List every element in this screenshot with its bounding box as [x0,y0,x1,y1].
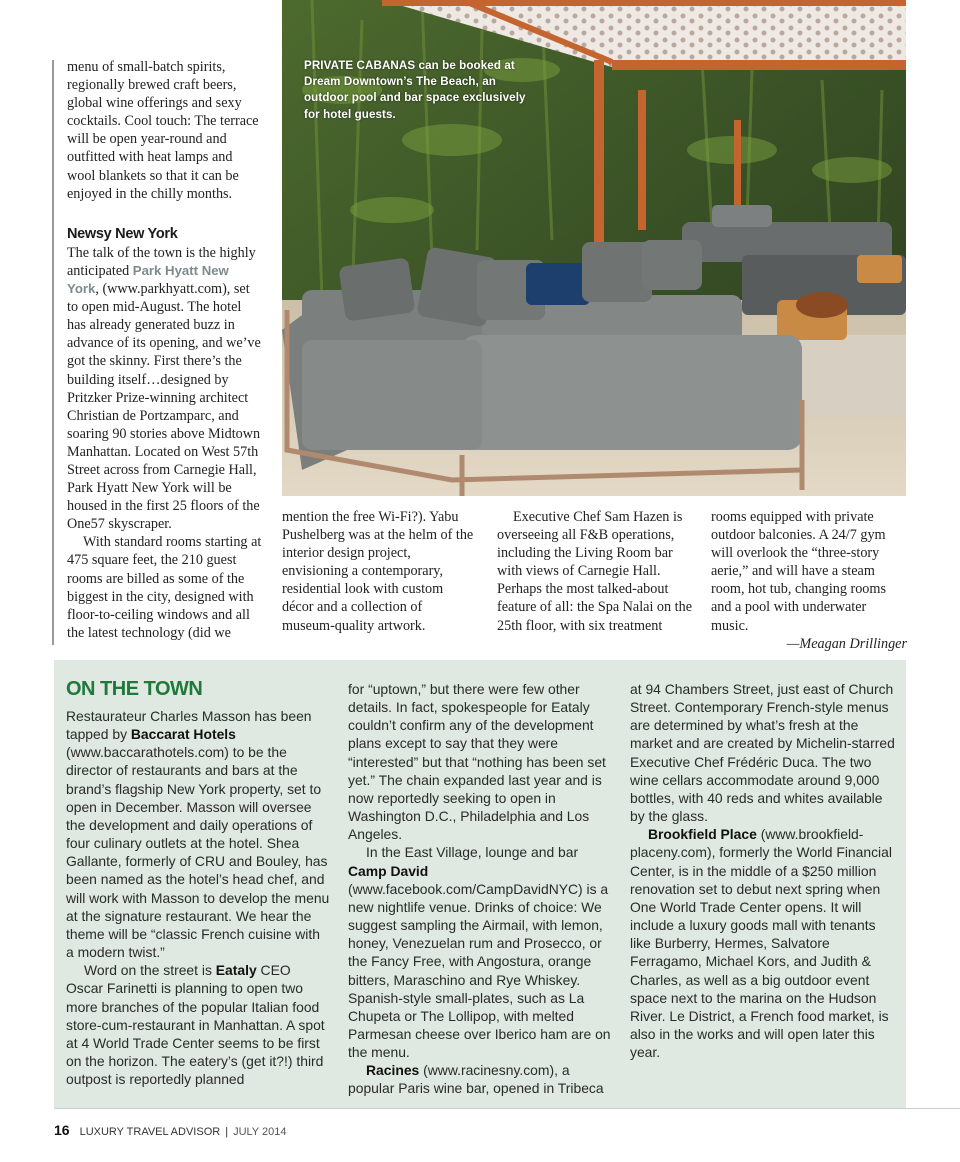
brand-park-hyatt: Park Hyatt New York [67,262,229,297]
left-para-3: With standard rooms starting at 475 square feet, the 210 guest rooms are billed as some of the biggest in the city, designed with floor-to-ceiling windows and all the latest technology (did we [67,534,262,641]
col4-text: rooms equipped with private outdoor balconies. A 24/7 gym will overlook the “three-story aerie,” and will have a steam room, hot tub, changing rooms and a pool with underwater music. [711,509,886,634]
town-c3-para-2 [630,825,898,1061]
left-para-2 [67,244,263,534]
town-column-2 [348,680,616,1098]
town-c2-para-1: for “uptown,” but there were few other details. In fact, spokespeople for Eataly couldn’t confirm any of the development plans except to say that they were “interested” but that “nothing has been set yet.” The chain expanded last year and is now reportedly seeking to open in Washington D.C., Philadelphia and Los Angeles. [348,681,606,843]
left-column-rule [52,60,54,645]
town-c2-p3-body: (www.racinesny.com), a popular Paris wine bar, opened in Tribeca [348,1062,604,1097]
left-para-2-body: , (www.parkhyatt.com), set to open mid-August. The hotel has already generated buzz in advance of its opening, and we’ve got the skinny. First there’s the building itself…designed by Pritzker Prize-winning architect Christian de Portzamparc, and soaring 90 stories above Midtown Manhattan. Located on West 57th Street across from Carnegie Hall, Park Hyatt New York will be housed in the first 25 floors of the One57 skyscraper. [67,281,261,533]
article-column-3 [497,508,693,635]
town-c1-p1-body: (www.baccarathotels.com) to be the director of restaurants and bars at the brand’s flagship New York property, set to open in December. Masson will oversee the development and daily operations of four culinary outlets at the hotel. Shea Gallante, formerly of CRU and Bouley, has been named as the hotel’s head chef, and will work with Masson to develop the menu at the signature restaurant. We hear the theme will be “classic French cuisine with a modern twist.” [66,744,330,961]
page-number: 16 [54,1122,70,1138]
article-column-2 [282,508,478,635]
town-c1-para-1 [66,707,331,961]
col2-text: mention the free Wi-Fi?). Yabu Pushelberg was at the helm of the interior design project, envisioning a contemporary, residential look with custom décor and a collection of museum-quality artwork. [282,509,474,634]
left-para-2-lead: The talk of the town is the highly anticipated [67,244,256,279]
town-c3-p2-body: (www.brookfield-placeny.com), formerly the World Financial Center, is in the middle of a $250 million renovation set to debut next spring when One World Trade Center opens. It will include a luxury goods mall with tenants like Burberry, Hermes, Salvatore Ferragamo, Michael Kors, and Judith & Charles, as well as a big outdoor event space next to the marina on the Hudson River. Le District, a French food market, is also in the works and will open later this year. [630,826,892,1061]
issue-date: JULY 2014 [233,1126,287,1138]
page-footer [54,1122,286,1138]
publication-name: LUXURY TRAVEL ADVISOR [79,1126,221,1138]
town-c2-p2-lead: In the East Village, lounge and bar [366,844,579,861]
town-c2-p2-body: (www.facebook.com/CampDavidNYC) is a new nightlife venue. Drinks of choice: We suggest sampling the Airmail, with lemon, honey, Venezuelan rum and Prosecco, or the Fancy Free, with Angostura, orange bitters, Maraschino and Rye Whiskey. Spanish-style small-plates, such as La Chupeta or The Lollipop, with melted Parmesan cheese over Iberico ham are on the menu. [348,880,611,1061]
town-c1-p2-lead: Word on the street is [84,962,216,979]
town-c1-p2-body: CEO Oscar Farinetti is planning to open two more branches of the popular Italian food store-cum-restaurant in Manhattan. A spot at 4 World Trade Center seems to be first on the horizon. The eatery’s (get it?!) third outpost is reportedly planned [66,962,325,1088]
footer-rule [54,1108,960,1109]
left-para-1: menu of small-batch spirits, regionally brewed craft beers, global wine offerings and sexy cocktails. Cool touch: The terrace will be open year-round and outfitted with heat lamps and wool blankets so that it can be enjoyed in the chilly months. [67,59,259,202]
town-column-1 [66,707,331,1088]
photo-caption: PRIVATE CABANAS can be booked at Dream Downtown’s The Beach, an outdoor pool and bar space exclusively for hotel guests. [304,59,526,121]
author-byline: —Meagan Drillinger [786,635,907,652]
town-column-3 [630,680,898,1061]
town-c1-para-2 [66,961,331,1088]
town-c2-para-3 [348,1061,616,1097]
town-c3-para-1: at 94 Chambers Street, just east of Church Street. Contemporary French-style menus are determined by what’s fresh at the market and are created by Michelin-starred Executive Chef Frédéric Duca. The two wine cellars accommodate around 9,000 bottles, with 40 reds and whites available by the glass. [630,681,895,825]
brand-camp-david: Camp David [348,862,429,879]
brand-brookfield-place: Brookfield Place [648,826,757,843]
on-the-town-title: ON THE TOWN [66,678,203,700]
subhead-newsy-new-york: Newsy New York [67,225,178,242]
footer-separator: | [225,1126,229,1138]
brand-baccarat: Baccarat Hotels [130,726,236,743]
town-c2-para-2 [348,843,616,1061]
brand-racines: Racines [366,1062,420,1079]
left-article-column [67,58,263,642]
col3-text: Executive Chef Sam Hazen is overseeing all F&B operations, including the Living Room bar with views of Carnegie Hall. Perhaps the most talked-about feature of all: the Spa Nalai on the 25th floor, with six treatment [497,509,693,634]
town-c1-p1-lead: Restaurateur Charles Masson has been tapped by [66,708,312,743]
article-column-4 [711,508,907,653]
brand-eataly: Eataly [215,962,257,979]
